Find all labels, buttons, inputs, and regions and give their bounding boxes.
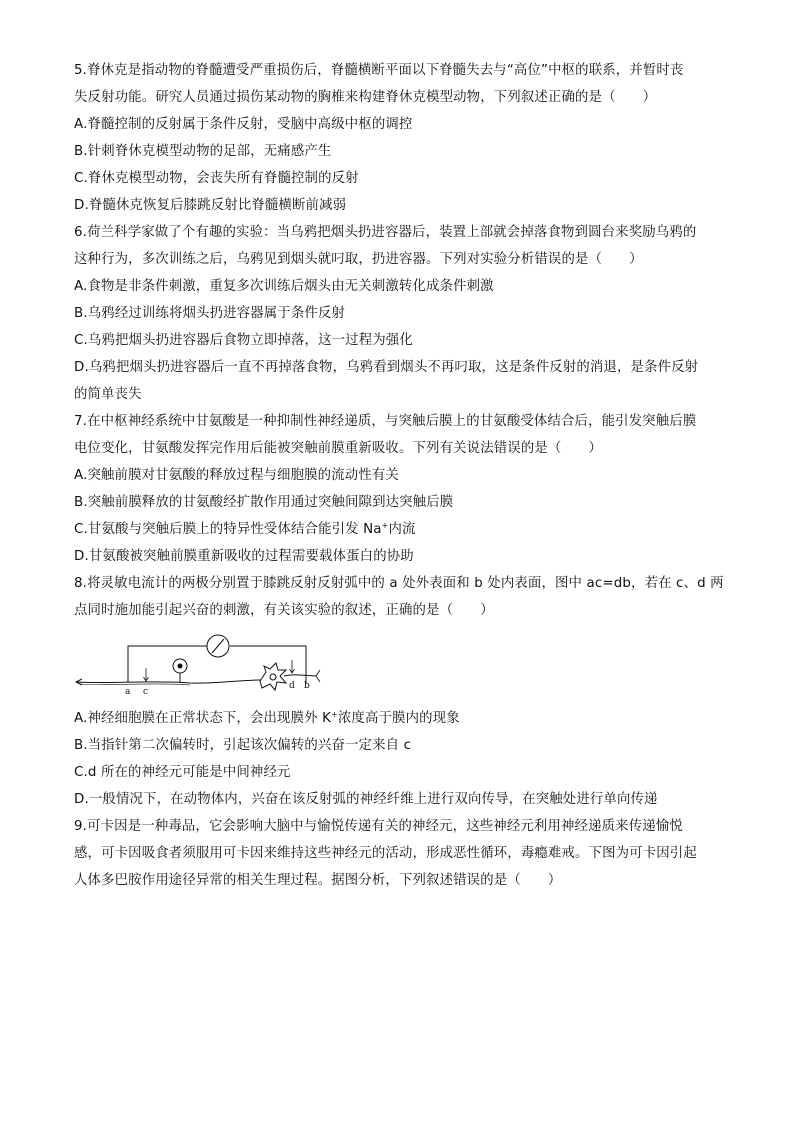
- q5-option-b: B.针刺脊休克模型动物的足部，无痛感产生: [74, 144, 332, 159]
- q7-option-d: D.甘氨酸被突触前膜重新吸收的过程需要载体蛋白的协助: [74, 549, 414, 564]
- q5-option-c: C.脊休克模型动物，会丧失所有脊髓控制的反射: [74, 171, 359, 186]
- q8-option-c: C.d 所在的神经元可能是中间神经元: [74, 765, 291, 780]
- q7-option-c: [74, 521, 416, 539]
- q8-option-a-text: A.神经细胞膜在正常状态下，会出现膜外 K: [74, 711, 332, 726]
- q9-stem-line-1: 9.可卡因是一种毒品，它会影响大脑中与愉悦传递有关的神经元，这些神经元利用神经递质来传递愉悦: [74, 819, 683, 834]
- q7-option-c-tail: 内流: [388, 522, 416, 537]
- q6-option-a: A.食物是非条件刺激，重复多次训练后烟头由无关刺激转化成条件刺激: [74, 279, 494, 294]
- label-d: d: [289, 681, 295, 691]
- label-b: b: [304, 681, 310, 691]
- nerve-fiber-line-lower: [80, 684, 190, 685]
- q9-stem-line-2: 感，可卡因吸食者须服用可卡因来维持这些神经元的活动，形成恶性循环，毒瘾难戒。下图为可卡因引起: [74, 846, 697, 861]
- label-a: a: [125, 687, 131, 697]
- q5-option-a: A.脊髓控制的反射属于条件反射，受脑中高级中枢的调控: [74, 117, 413, 132]
- q7-option-c-text: C.甘氨酸与突触后膜上的特异性受体结合能引发 Na: [74, 522, 382, 537]
- q6-stem-line-1: 6.荷兰科学家做了个有趣的实验：当乌鸦把烟头扔进容器后，装置上部就会掉落食物到圆台来奖励乌鸦的: [74, 225, 697, 240]
- q8-option-a: [74, 710, 460, 728]
- nerve-fiber-line: [76, 680, 270, 683]
- q5-stem-line-1: 5.脊休克是指动物的脊髓遭受严重损伤后，脊髓横断平面以下脊髓失去与“高位”中枢的联系，并暂时丧: [74, 63, 684, 78]
- q6-option-d-line-1: D.乌鸦把烟头扔进容器后一直不再掉落食物，乌鸦看到烟头不再叼取，这是条件反射的消退，是条件反射: [74, 360, 699, 375]
- q6-option-c: C.乌鸦把烟头扔进容器后食物立即掉落，这一过程为强化: [74, 333, 413, 348]
- q8-stem-line-2: 点同时施加能引起兴奋的刺激，有关该实验的叙述，正确的是（ ）: [74, 603, 494, 618]
- q8-option-a-tail: 浓度高于膜内的现象: [337, 711, 460, 726]
- q6-option-d-line-2: 的简单丧失: [74, 387, 142, 402]
- neuron-nucleus-icon: [270, 674, 276, 680]
- q7-option-b: B.突触前膜释放的甘氨酸经扩散作用通过突触间隙到达突触后膜: [74, 495, 454, 510]
- label-c: c: [143, 687, 149, 697]
- q9-stem-line-3: 人体多巴胺作用途径异常的相关生理过程。据图分析，下列叙述错误的是（ ）: [74, 873, 562, 888]
- synapse-fiber: [284, 675, 316, 676]
- synapse-fiber-end: [316, 670, 320, 682]
- q7-stem-line-2: 电位变化，甘氨酸发挥完作用后能被突触前膜重新吸收。下列有关说法错误的是（ ）: [74, 441, 603, 456]
- q8-option-b: B.当指针第二次偏转时，引起该次偏转的兴奋一定来自 c: [74, 738, 412, 753]
- q5-stem-line-2: 失反射功能。研究人员通过损伤某动物的胸椎来构建脊休克模型动物，下列叙述正确的是（ ）: [74, 90, 657, 105]
- sodium-charge-sup: +: [381, 521, 389, 530]
- q7-stem-line-1: 7.在中枢神经系统中甘氨酸是一种抑制性神经递质，与突触后膜上的甘氨酸受体结合后，能引发突触后膜: [74, 414, 697, 429]
- q5-option-d: D.脊髓休克恢复后膝跳反射比脊髓横断前减弱: [74, 198, 347, 213]
- potassium-charge-sup: +: [331, 710, 338, 719]
- q7-option-a: A.突触前膜对甘氨酸的释放过程与细胞膜的流动性有关: [74, 468, 399, 483]
- reflex-arc-figure: [70, 628, 330, 698]
- ganglion-nucleus-icon: [178, 664, 183, 669]
- q6-option-b: B.乌鸦经过训练将烟头扔进容器属于条件反射: [74, 306, 346, 321]
- q6-stem-line-2: 这种行为，多次训练之后，乌鸦见到烟头就叼取，扔进容器。下列对实验分析错误的是（ ）: [74, 252, 643, 267]
- q8-stem-line-1: 8.将灵敏电流计的两极分别置于膝跳反射反射弧中的 a 处外表面和 b 处内表面，图中 ac=db，若在 c、d 两: [74, 576, 724, 591]
- q8-option-d: D.一般情况下，在动物体内，兴奋在该反射弧的神经纤维上进行双向传导，在突触处进行单向传递: [74, 792, 658, 807]
